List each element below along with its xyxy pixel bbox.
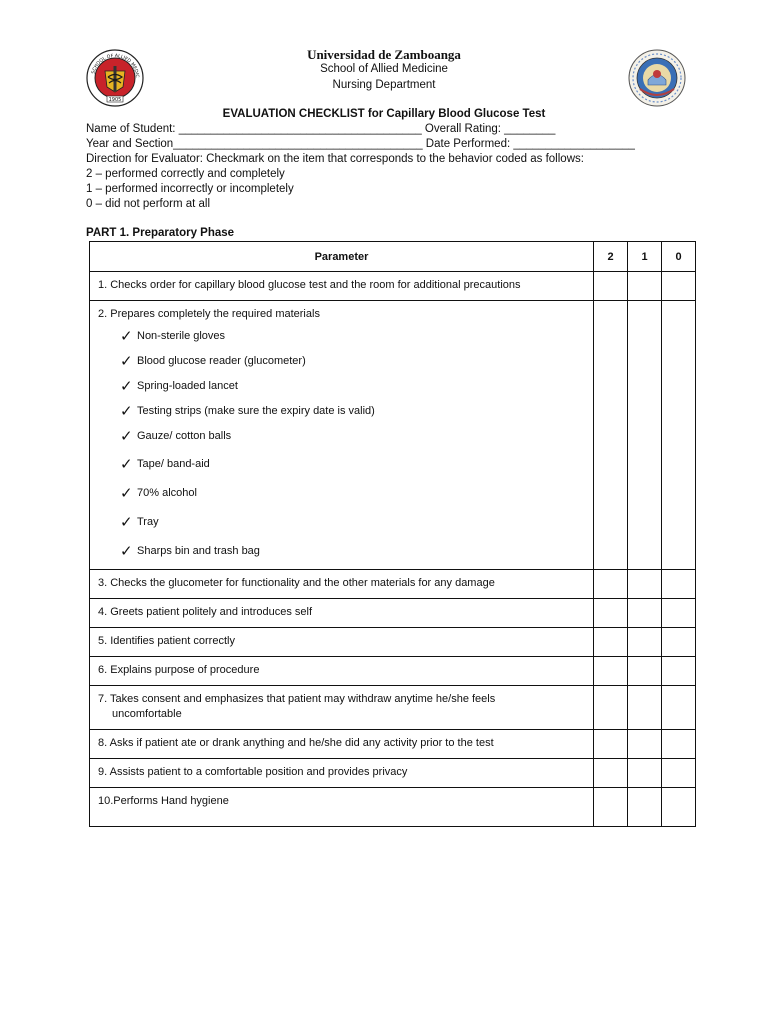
score-cell[interactable] bbox=[662, 759, 696, 788]
row-8-text: 8. Asks if patient ate or drank anything and he/she did any activity prior to the test bbox=[98, 737, 494, 749]
table-row bbox=[90, 730, 696, 759]
table-row bbox=[90, 301, 696, 570]
table-header-row bbox=[90, 242, 696, 272]
header-parameter: Parameter bbox=[90, 242, 594, 272]
department-name: Nursing Department bbox=[332, 79, 436, 91]
row-3-text: 3. Checks the glucometer for functionality and the other materials for any damage bbox=[98, 577, 495, 589]
code-0: 0 – did not perform at all bbox=[86, 198, 211, 210]
score-cell[interactable] bbox=[594, 759, 628, 788]
materials-block bbox=[90, 301, 593, 569]
table-row bbox=[90, 788, 696, 827]
score-cell[interactable] bbox=[662, 301, 696, 570]
direction-text: Direction for Evaluator: Checkmark on the item that corresponds to the behavior coded as follows: bbox=[86, 153, 584, 165]
table-row bbox=[90, 570, 696, 599]
score-cell[interactable] bbox=[628, 759, 662, 788]
score-cell[interactable] bbox=[628, 599, 662, 628]
table-row bbox=[90, 599, 696, 628]
score-cell[interactable] bbox=[662, 686, 696, 730]
row-10-text: 10.Performs Hand hygiene bbox=[98, 795, 229, 807]
score-cell[interactable] bbox=[662, 788, 696, 827]
score-cell[interactable] bbox=[594, 730, 628, 759]
score-cell[interactable] bbox=[594, 570, 628, 599]
material-item: ✓ 70% alcohol bbox=[120, 484, 197, 502]
table-row bbox=[90, 657, 696, 686]
code-2: 2 – performed correctly and completely bbox=[86, 168, 285, 180]
table-row bbox=[90, 686, 696, 730]
checkmark-icon: ✓ bbox=[120, 455, 133, 473]
material-item: ✓ Spring-loaded lancet bbox=[120, 377, 238, 395]
row-7-line-1: 7. Takes consent and emphasizes that patient may withdraw anytime he/she feels bbox=[98, 693, 496, 705]
score-cell[interactable] bbox=[594, 788, 628, 827]
university-name: Universidad de Zamboanga bbox=[307, 47, 461, 62]
material-item: ✓ Blood glucose reader (glucometer) bbox=[120, 352, 306, 370]
material-item: ✓ Testing strips (make sure the expiry date is valid) bbox=[120, 402, 375, 420]
score-cell[interactable] bbox=[628, 628, 662, 657]
material-item: ✓ Non-sterile gloves bbox=[120, 327, 226, 345]
row-1-text: 1. Checks order for capillary blood glucose test and the room for additional precautions bbox=[98, 279, 521, 291]
score-cell[interactable] bbox=[662, 272, 696, 301]
school-name: School of Allied Medicine bbox=[320, 63, 448, 75]
evaluation-table bbox=[89, 241, 696, 827]
checkmark-icon: ✓ bbox=[120, 542, 133, 560]
part1-title: PART 1. Preparatory Phase bbox=[86, 227, 235, 239]
row-9-text: 9. Assists patient to a comfortable position and provides privacy bbox=[98, 766, 408, 778]
score-cell[interactable] bbox=[628, 301, 662, 570]
score-cell[interactable] bbox=[594, 272, 628, 301]
material-item: ✓ Tray bbox=[120, 513, 159, 531]
score-cell[interactable] bbox=[662, 730, 696, 759]
form-title: EVALUATION CHECKLIST for Capillary Blood Glucose Test bbox=[222, 108, 546, 120]
header-score-2: 2 bbox=[594, 242, 628, 272]
score-cell[interactable] bbox=[628, 686, 662, 730]
score-cell[interactable] bbox=[628, 657, 662, 686]
score-cell[interactable] bbox=[662, 570, 696, 599]
row-5-text: 5. Identifies patient correctly bbox=[98, 635, 235, 647]
seal-year: 1905 bbox=[108, 97, 122, 103]
material-item: ✓ Sharps bin and trash bag bbox=[120, 542, 260, 560]
checkmark-icon: ✓ bbox=[120, 402, 133, 420]
table-row bbox=[90, 759, 696, 788]
score-cell[interactable] bbox=[628, 730, 662, 759]
row-7-line-2: uncomfortable bbox=[112, 708, 182, 720]
header-score-1: 1 bbox=[628, 242, 662, 272]
row-7-text bbox=[90, 686, 593, 722]
header-score-0: 0 bbox=[662, 242, 696, 272]
material-item: ✓ Tape/ band-aid bbox=[120, 455, 210, 473]
checkmark-icon: ✓ bbox=[120, 377, 133, 395]
score-cell[interactable] bbox=[594, 657, 628, 686]
seal-ring-text: SCHOOL OF ALLIED MEDIC bbox=[91, 53, 140, 78]
checkmark-icon: ✓ bbox=[120, 352, 133, 370]
checkmark-icon: ✓ bbox=[120, 427, 133, 445]
row-6-text: 6. Explains purpose of procedure bbox=[98, 664, 260, 676]
checkmark-icon: ✓ bbox=[120, 327, 133, 345]
row-2-text: 2. Prepares completely the required materials bbox=[98, 308, 320, 320]
score-cell[interactable] bbox=[594, 599, 628, 628]
score-cell[interactable] bbox=[662, 657, 696, 686]
table-row bbox=[90, 628, 696, 657]
row-4-text: 4. Greets patient politely and introduces self bbox=[98, 606, 313, 618]
score-cell[interactable] bbox=[662, 599, 696, 628]
code-1: 1 – performed incorrectly or incompletely bbox=[86, 183, 294, 195]
material-item: ✓ Gauze/ cotton balls bbox=[120, 427, 232, 445]
score-cell[interactable] bbox=[628, 788, 662, 827]
score-cell[interactable] bbox=[594, 686, 628, 730]
score-cell[interactable] bbox=[662, 628, 696, 657]
checkmark-icon: ✓ bbox=[120, 513, 133, 531]
score-cell[interactable] bbox=[594, 301, 628, 570]
score-cell[interactable] bbox=[594, 628, 628, 657]
checkmark-icon: ✓ bbox=[120, 484, 133, 502]
student-name-line: Name of Student: ______________________________________ Overall Rating: ________ bbox=[86, 123, 556, 135]
year-section-line: Year and Section_______________________________________ Date Performed: ___________________ bbox=[86, 138, 635, 150]
table-row bbox=[90, 272, 696, 301]
score-cell[interactable] bbox=[628, 272, 662, 301]
score-cell[interactable] bbox=[628, 570, 662, 599]
